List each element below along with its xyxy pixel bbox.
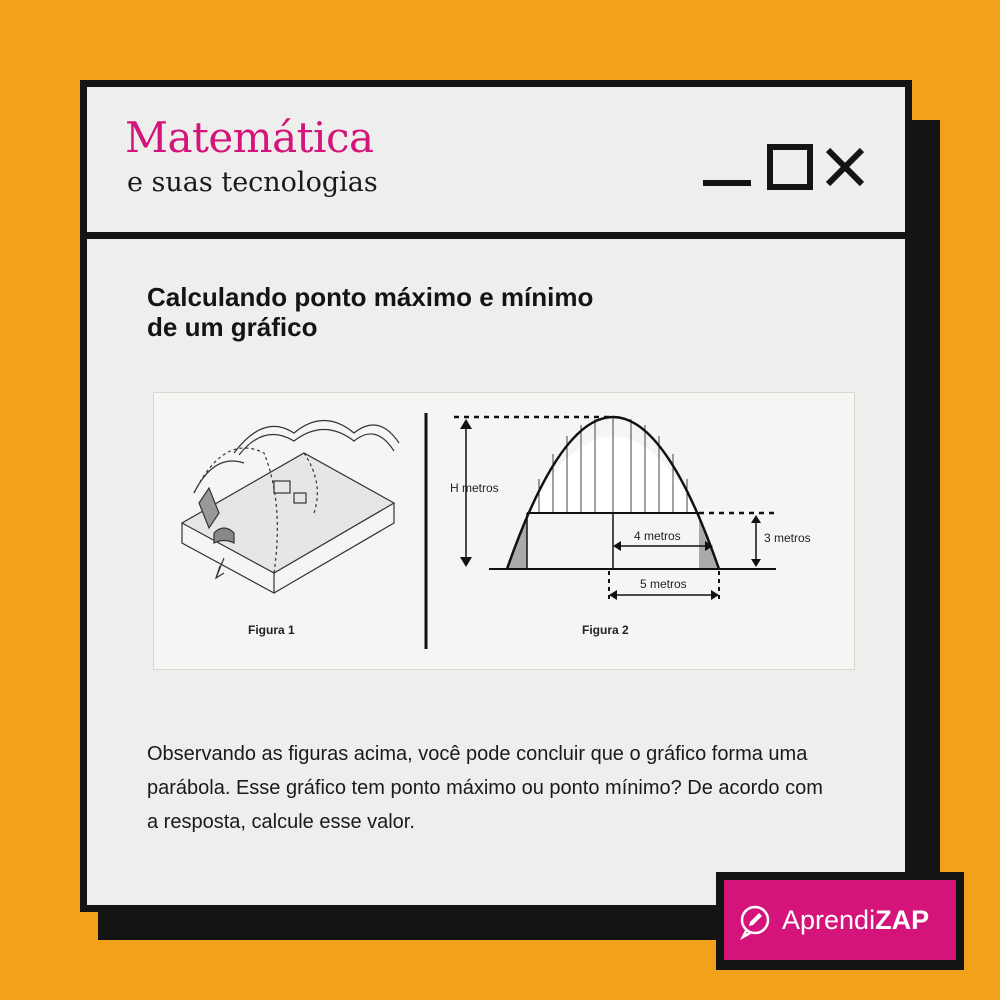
- width-4m-label: 4 metros: [634, 529, 681, 543]
- brand-name-bold: ZAP: [875, 905, 930, 935]
- brand-name-regular: Aprendi: [782, 905, 876, 935]
- figure-panel: [153, 392, 855, 670]
- close-icon[interactable]: [825, 147, 865, 187]
- minimize-icon[interactable]: [703, 142, 751, 186]
- maximize-icon[interactable]: [767, 144, 813, 190]
- chat-pencil-icon: [738, 904, 772, 940]
- heading-line-1: Calculando ponto máximo e mínimo: [147, 282, 594, 312]
- figure-1-drawing: [182, 421, 399, 594]
- title-bar: [87, 87, 905, 239]
- width-5m-label: 5 metros: [640, 577, 687, 591]
- heading-line-2: de um gráfico: [147, 312, 318, 342]
- brand-logo: [720, 876, 960, 964]
- question-text: Observando as figuras acima, você pode concluir que o gráfico forma uma parábola. Esse gráfico tem ponto máximo ou ponto mínimo? De acordo com a resposta, calcule esse valor.: [147, 743, 823, 833]
- figure-1-label: Figura 1: [248, 623, 295, 637]
- height-3m-label: 3 metros: [764, 531, 811, 545]
- figure-2-label: Figura 2: [582, 623, 629, 637]
- brand-name: [782, 905, 929, 936]
- window-subtitle: e suas tecnologias: [127, 167, 378, 198]
- figure-2-parabola: [454, 417, 776, 600]
- page-heading: [147, 282, 747, 342]
- app-window: [80, 80, 912, 912]
- height-dimension-label: H metros: [450, 481, 499, 495]
- window-title: Matemática: [125, 113, 374, 162]
